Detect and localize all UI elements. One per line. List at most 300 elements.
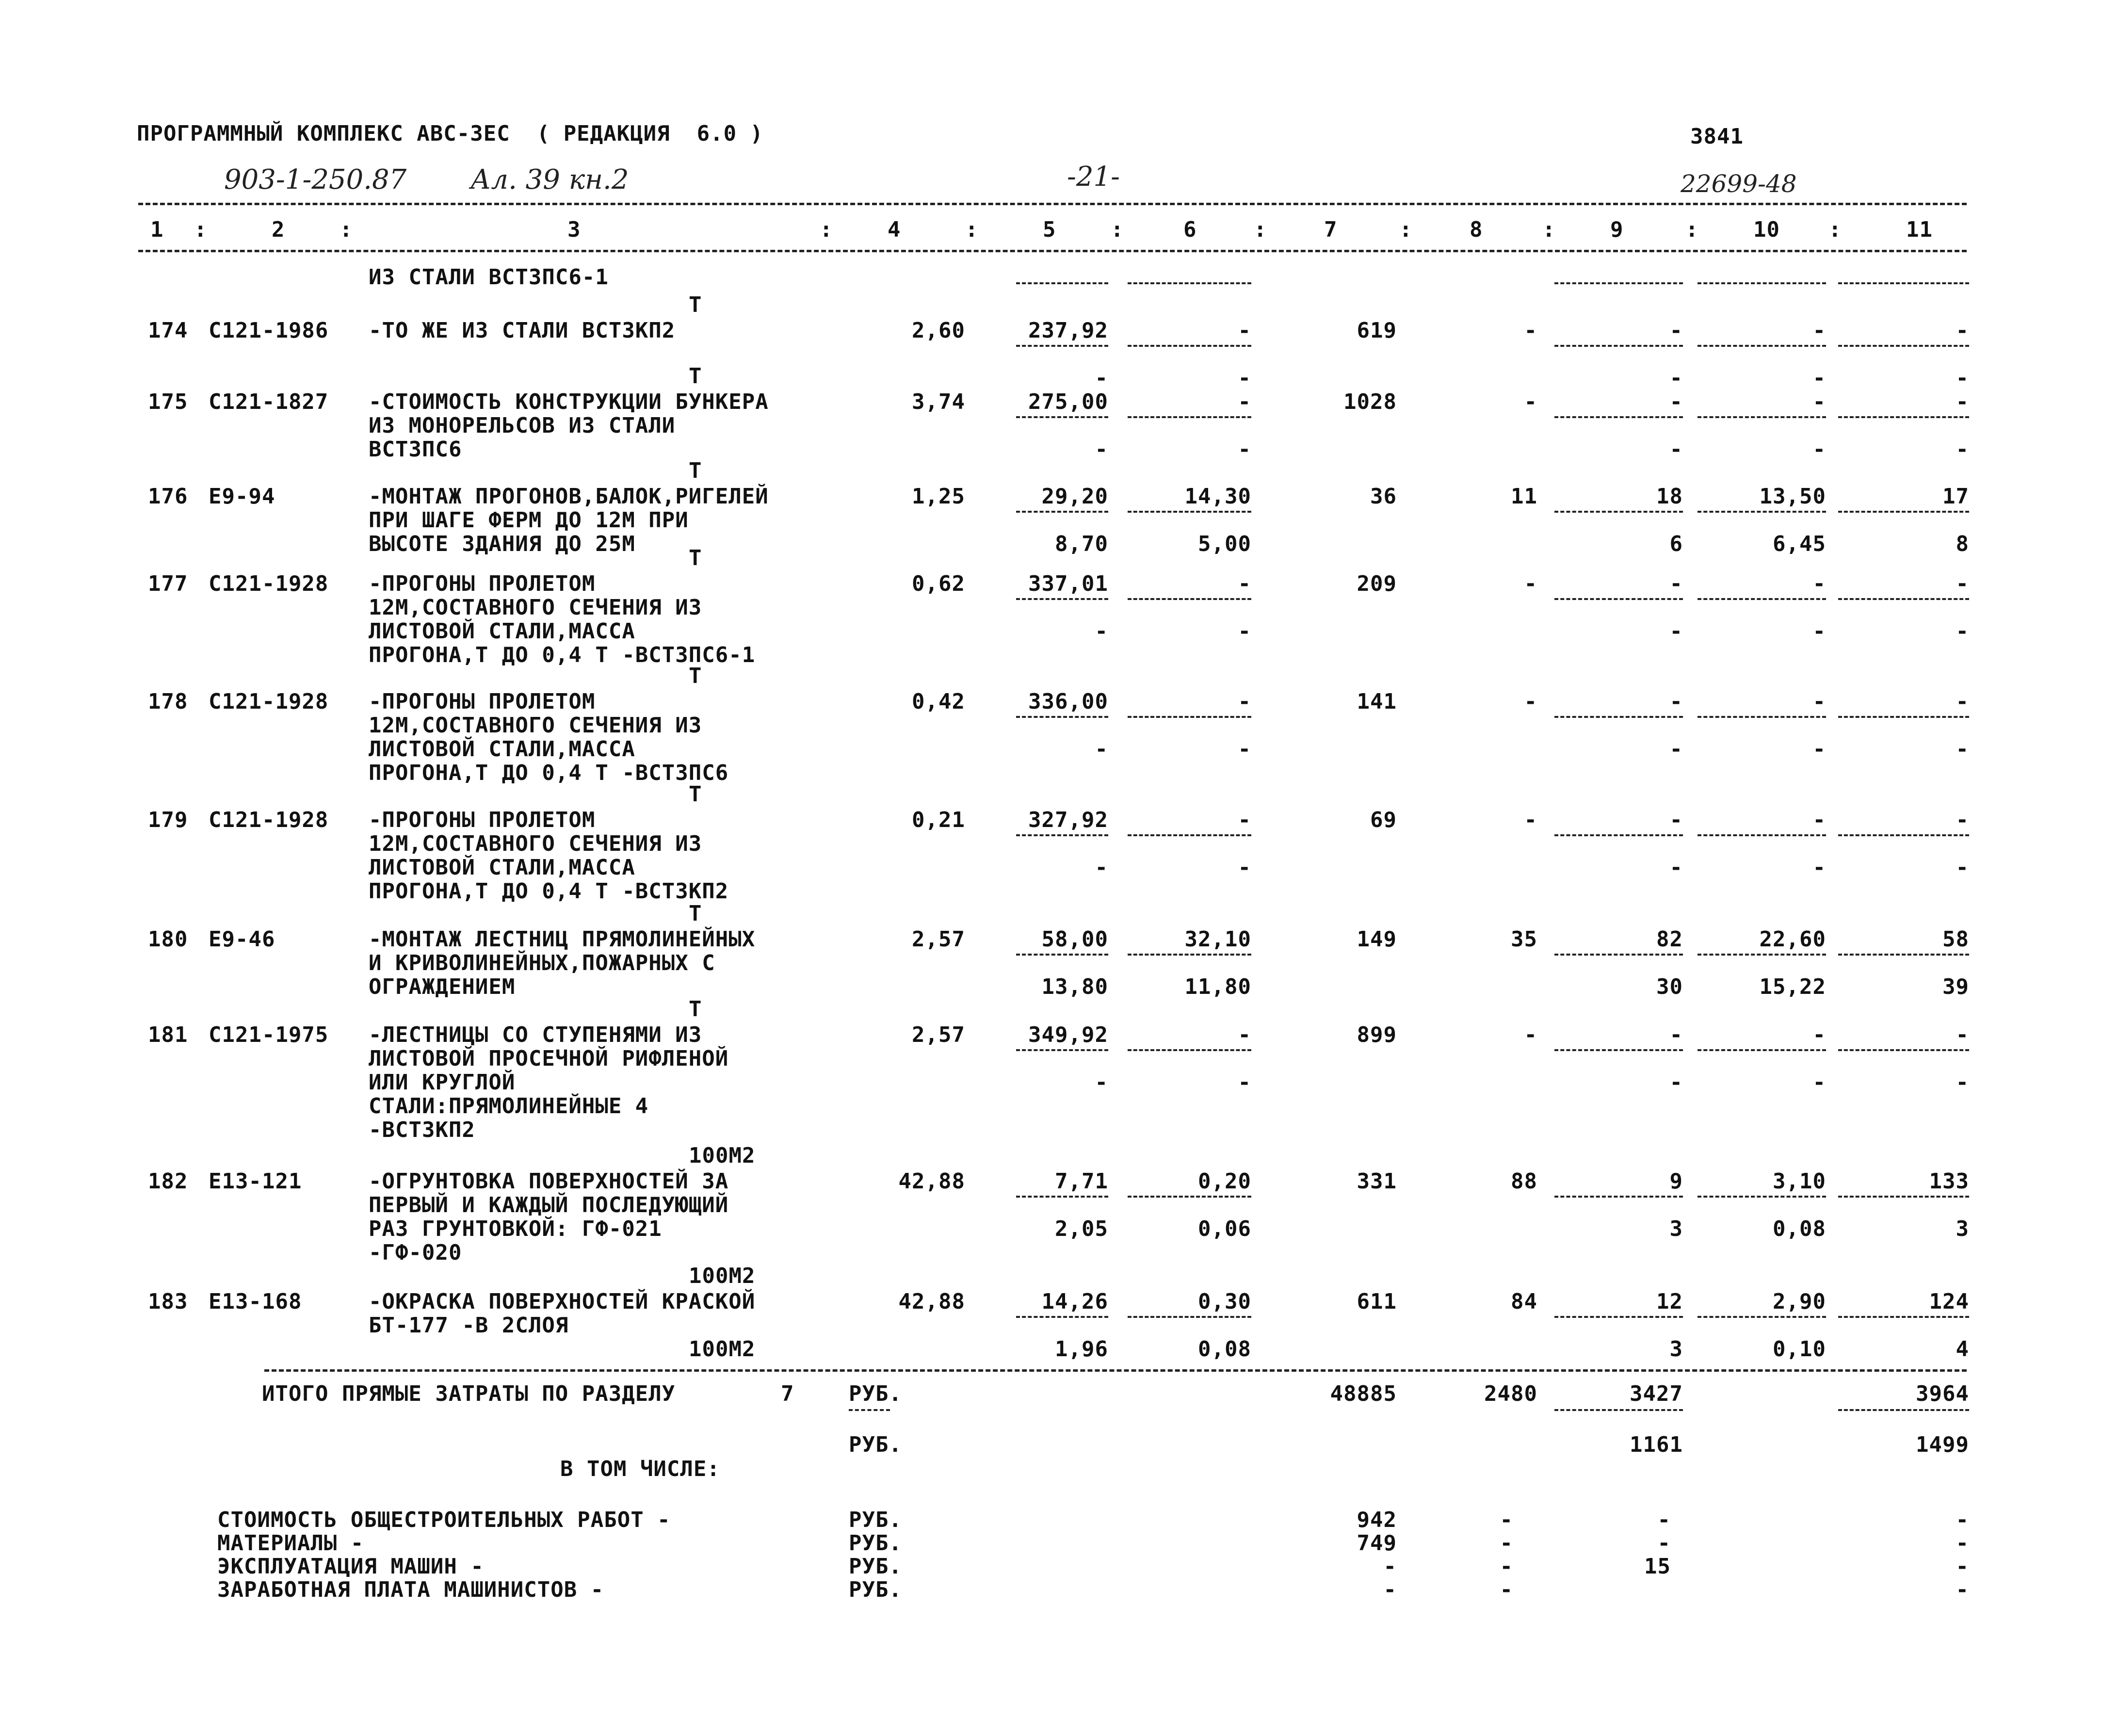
cell-separator bbox=[1128, 511, 1251, 513]
description-line: -ЛЕСТНИЦЫ СО СТУПЕНЯМИ ИЗ bbox=[369, 1022, 702, 1047]
value-c5b: - bbox=[1095, 1070, 1108, 1095]
unit-label: Т bbox=[689, 664, 702, 688]
description-line: ЛИСТОВОЙ СТАЛИ,МАССА bbox=[369, 619, 635, 644]
value-c5: 327,92 bbox=[1028, 808, 1108, 832]
row-number: 177 bbox=[148, 571, 188, 596]
cell-separator bbox=[1128, 282, 1251, 284]
cell-separator bbox=[1554, 511, 1683, 513]
value-c5: 336,00 bbox=[1028, 689, 1108, 714]
value-c10: 22,60 bbox=[1759, 927, 1826, 952]
value-c10: - bbox=[1812, 808, 1826, 832]
description-line: 12М,СОСТАВНОГО СЕЧЕНИЯ ИЗ bbox=[369, 595, 702, 620]
description-line: ИЗ СТАЛИ ВСТ3ПС6-1 bbox=[369, 265, 609, 290]
value-c5: 337,01 bbox=[1028, 571, 1108, 596]
column-divider: : bbox=[1685, 217, 1699, 242]
cell-separator bbox=[1554, 1316, 1683, 1318]
cell-separator bbox=[1698, 598, 1826, 600]
cell-separator bbox=[1016, 416, 1108, 418]
cell-separator bbox=[1128, 716, 1251, 718]
value-c6: - bbox=[1238, 808, 1251, 832]
value-c7: 1028 bbox=[1343, 389, 1397, 414]
value-c10b: 0,08 bbox=[1773, 1217, 1826, 1241]
value-c10b: - bbox=[1812, 437, 1826, 462]
cell-separator bbox=[1698, 511, 1826, 513]
cell-separator bbox=[1016, 511, 1108, 513]
value-c5: 58,00 bbox=[1041, 927, 1108, 952]
value-c11b: - bbox=[1956, 366, 1969, 390]
column-header-10: 10 bbox=[1753, 217, 1780, 242]
cell-separator bbox=[1128, 954, 1251, 956]
page-number: 3841 bbox=[1690, 124, 1744, 149]
value-c8: 84 bbox=[1511, 1289, 1537, 1314]
rate-code: С121-1986 bbox=[209, 318, 329, 343]
value-c6: 14,30 bbox=[1184, 484, 1251, 509]
description-line: ПРОГОНА,Т ДО 0,4 Т -ВСТ3КП2 bbox=[369, 879, 729, 904]
rate-code: С121-1827 bbox=[209, 389, 329, 414]
cell-separator bbox=[1016, 834, 1108, 836]
value-c10b: 15,22 bbox=[1759, 974, 1826, 999]
cell-separator bbox=[1554, 834, 1683, 836]
breakdown-label: МАТЕРИАЛЫ - bbox=[217, 1531, 364, 1556]
handwritten-page: -21- bbox=[1067, 161, 1120, 193]
total-c9: 3427 bbox=[1630, 1381, 1683, 1406]
value-c7: 899 bbox=[1357, 1022, 1397, 1047]
description-line: 12М,СОСТАВНОГО СЕЧЕНИЯ ИЗ bbox=[369, 831, 702, 856]
value-c6: - bbox=[1238, 389, 1251, 414]
total-c8: 2480 bbox=[1484, 1381, 1537, 1406]
value-c11b: - bbox=[1956, 619, 1969, 644]
description-line: ПРИ ШАГЕ ФЕРМ ДО 12М ПРИ bbox=[369, 508, 689, 533]
cell-separator bbox=[1016, 1316, 1108, 1318]
breakdown-c11: - bbox=[1956, 1554, 1969, 1579]
value-c5b: 13,80 bbox=[1041, 974, 1108, 999]
value-c10b: - bbox=[1812, 1070, 1826, 1095]
description-line: ИЗ МОНОРЕЛЬСОВ ИЗ СТАЛИ bbox=[369, 413, 676, 438]
total-c11: 3964 bbox=[1916, 1381, 1969, 1406]
column-header-2: 2 bbox=[272, 217, 285, 242]
breakdown-label: ЭКСПЛУАТАЦИЯ МАШИН - bbox=[217, 1554, 484, 1579]
cell-separator bbox=[1838, 1316, 1969, 1318]
description-line: БТ-177 -В 2СЛОЯ bbox=[369, 1313, 569, 1338]
value-c11: - bbox=[1956, 571, 1969, 596]
unit-label: 100М2 bbox=[689, 1143, 756, 1168]
value-c9: 12 bbox=[1656, 1289, 1683, 1314]
value-c5b: 1,96 bbox=[1055, 1337, 1108, 1362]
value-c6b: - bbox=[1238, 366, 1251, 390]
column-header-8: 8 bbox=[1470, 217, 1483, 242]
value-c6b: - bbox=[1238, 1070, 1251, 1095]
value-c9b: - bbox=[1669, 366, 1683, 390]
value-c5b: 8,70 bbox=[1055, 532, 1108, 556]
breakdown-c9: 15 bbox=[1644, 1554, 1671, 1579]
header-rule-top bbox=[138, 203, 1967, 205]
value-c5: 29,20 bbox=[1041, 484, 1108, 509]
value-c11: - bbox=[1956, 808, 1969, 832]
cell-separator bbox=[1554, 345, 1683, 347]
total-unit-2: РУБ. bbox=[849, 1432, 902, 1457]
description-line: ИЛИ КРУГЛОЙ bbox=[369, 1070, 516, 1095]
value-c11b: - bbox=[1956, 737, 1969, 762]
value-c10b: - bbox=[1812, 366, 1826, 390]
breakdown-unit: РУБ. bbox=[849, 1508, 902, 1532]
breakdown-label: СТОИМОСТЬ ОБЩЕСТРОИТЕЛЬНЫХ РАБОТ - bbox=[217, 1508, 671, 1532]
value-c5b: - bbox=[1095, 619, 1108, 644]
value-c9: - bbox=[1669, 389, 1683, 414]
value-c5b: - bbox=[1095, 737, 1108, 762]
value-c7: 619 bbox=[1357, 318, 1397, 343]
cell-separator bbox=[1838, 416, 1969, 418]
row-number: 178 bbox=[148, 689, 188, 714]
description-line: -МОНТАЖ ПРОГОНОВ,БАЛОК,РИГЕЛЕЙ bbox=[369, 484, 769, 509]
cell-separator bbox=[1838, 716, 1969, 718]
value-c8: 11 bbox=[1511, 484, 1537, 509]
description-line: ЛИСТОВОЙ ПРОСЕЧНОЙ РИФЛЕНОЙ bbox=[369, 1046, 729, 1071]
rate-code: Е9-94 bbox=[209, 484, 275, 509]
cell-separator bbox=[1554, 282, 1683, 284]
rate-code: Е13-121 bbox=[209, 1169, 302, 1194]
cell-separator bbox=[1128, 1316, 1251, 1318]
cell-separator bbox=[1016, 954, 1108, 956]
description-line: -ТО ЖЕ ИЗ СТАЛИ ВСТ3КП2 bbox=[369, 318, 676, 343]
value-c4: 0,21 bbox=[912, 808, 965, 832]
description-line: -ОГРУНТОВКА ПОВЕРХНОСТЕЙ ЗА bbox=[369, 1169, 729, 1194]
description-line: -МОНТАЖ ЛЕСТНИЦ ПРЯМОЛИНЕЙНЫХ bbox=[369, 927, 756, 952]
total-section: 7 bbox=[781, 1381, 794, 1406]
value-c10: - bbox=[1812, 689, 1826, 714]
cell-separator bbox=[1698, 834, 1826, 836]
cell-separator bbox=[1128, 598, 1251, 600]
unit-label: Т bbox=[689, 782, 702, 807]
cell-separator bbox=[1838, 1409, 1969, 1411]
breakdown-label: ЗАРАБОТНАЯ ПЛАТА МАШИНИСТОВ - bbox=[217, 1577, 604, 1602]
total-unit: РУБ. bbox=[849, 1381, 902, 1406]
value-c9b: - bbox=[1669, 855, 1683, 880]
row-number: 174 bbox=[148, 318, 188, 343]
cell-separator bbox=[1016, 598, 1108, 600]
description-line: ВЫСОТЕ ЗДАНИЯ ДО 25М bbox=[369, 532, 635, 556]
row-number: 181 bbox=[148, 1022, 188, 1047]
value-c5b: - bbox=[1095, 437, 1108, 462]
value-c9b: 6 bbox=[1669, 532, 1683, 556]
breakdown-c8: - bbox=[1500, 1508, 1513, 1532]
value-c10b: 0,10 bbox=[1773, 1337, 1826, 1362]
breakdown-c8: - bbox=[1500, 1554, 1513, 1579]
description-line: -ПРОГОНЫ ПРОЛЕТОМ bbox=[369, 808, 596, 832]
total-label: ИТОГО ПРЯМЫЕ ЗАТРАТЫ ПО РАЗДЕЛУ bbox=[262, 1381, 676, 1406]
value-c7: 69 bbox=[1370, 808, 1397, 832]
breakdown-unit: РУБ. bbox=[849, 1554, 902, 1579]
cell-separator bbox=[1838, 1196, 1969, 1198]
breakdown-c7: - bbox=[1383, 1554, 1397, 1579]
cell-separator bbox=[1554, 598, 1683, 600]
cell-separator bbox=[1698, 954, 1826, 956]
value-c5b: - bbox=[1095, 855, 1108, 880]
value-c8: - bbox=[1524, 571, 1537, 596]
including-label: В ТОМ ЧИСЛЕ: bbox=[560, 1457, 720, 1481]
cell-separator bbox=[1838, 598, 1969, 600]
cell-separator bbox=[1554, 1049, 1683, 1051]
breakdown-c8: - bbox=[1500, 1577, 1513, 1602]
column-divider: : bbox=[340, 217, 353, 242]
column-divider: : bbox=[1254, 217, 1267, 242]
value-c6b: - bbox=[1238, 855, 1251, 880]
cell-separator bbox=[1128, 1196, 1251, 1198]
column-header-5: 5 bbox=[1043, 217, 1056, 242]
column-divider: : bbox=[965, 217, 979, 242]
value-c11: - bbox=[1956, 1022, 1969, 1047]
value-c6b: - bbox=[1238, 619, 1251, 644]
cell-separator bbox=[1554, 716, 1683, 718]
value-c9b: - bbox=[1669, 737, 1683, 762]
cell-separator bbox=[1016, 716, 1108, 718]
value-c11: 133 bbox=[1929, 1169, 1969, 1194]
total-c11b: 1499 bbox=[1916, 1432, 1969, 1457]
unit-label: 100М2 bbox=[689, 1337, 756, 1362]
value-c5: 7,71 bbox=[1055, 1169, 1108, 1194]
description-line: -ВСТ3КП2 bbox=[369, 1118, 475, 1142]
row-number: 176 bbox=[148, 484, 188, 509]
value-c8: - bbox=[1524, 389, 1537, 414]
value-c7: 36 bbox=[1370, 484, 1397, 509]
value-c7: 149 bbox=[1357, 927, 1397, 952]
value-c6: - bbox=[1238, 689, 1251, 714]
breakdown-c11: - bbox=[1956, 1531, 1969, 1556]
description-line: ВСТ3ПС6 bbox=[369, 437, 462, 462]
cell-separator bbox=[1554, 416, 1683, 418]
header-rule-bottom bbox=[138, 250, 1967, 252]
description-line: ПЕРВЫЙ И КАЖДЫЙ ПОСЛЕДУЮЩИЙ bbox=[369, 1193, 729, 1217]
handwritten-reference: 22699-48 bbox=[1681, 170, 1797, 198]
value-c5: 275,00 bbox=[1028, 389, 1108, 414]
description-line: 12М,СОСТАВНОГО СЕЧЕНИЯ ИЗ bbox=[369, 713, 702, 738]
value-c6b: 0,08 bbox=[1198, 1337, 1251, 1362]
unit-label: Т bbox=[689, 546, 702, 570]
value-c4: 42,88 bbox=[898, 1289, 965, 1314]
breakdown-unit: РУБ. bbox=[849, 1531, 902, 1556]
description-line: СТАЛИ:ПРЯМОЛИНЕЙНЫЕ 4 bbox=[369, 1094, 649, 1119]
value-c8: - bbox=[1524, 318, 1537, 343]
description-line: ЛИСТОВОЙ СТАЛИ,МАССА bbox=[369, 737, 635, 762]
value-c6: - bbox=[1238, 1022, 1251, 1047]
value-c9: - bbox=[1669, 571, 1683, 596]
column-divider: : bbox=[194, 217, 208, 242]
value-c11b: - bbox=[1956, 1070, 1969, 1095]
value-c10b: 6,45 bbox=[1773, 532, 1826, 556]
cell-separator bbox=[1698, 345, 1826, 347]
description-line: И КРИВОЛИНЕЙНЫХ,ПОЖАРНЫХ С bbox=[369, 951, 715, 975]
column-divider: : bbox=[1399, 217, 1413, 242]
row-number: 183 bbox=[148, 1289, 188, 1314]
description-line: РАЗ ГРУНТОВКОЙ: ГФ-021 bbox=[369, 1217, 662, 1241]
value-c7: 209 bbox=[1357, 571, 1397, 596]
column-divider: : bbox=[1828, 217, 1842, 242]
cell-separator bbox=[1128, 1049, 1251, 1051]
cell-separator bbox=[1838, 954, 1969, 956]
value-c4: 2,60 bbox=[912, 318, 965, 343]
total-c9b: 1161 bbox=[1630, 1432, 1683, 1457]
description-line: -ПРОГОНЫ ПРОЛЕТОМ bbox=[369, 571, 596, 596]
cell-separator bbox=[1554, 954, 1683, 956]
rate-code: С121-1928 bbox=[209, 571, 329, 596]
breakdown-c11: - bbox=[1956, 1577, 1969, 1602]
value-c6b: - bbox=[1238, 437, 1251, 462]
cell-separator bbox=[1698, 1316, 1826, 1318]
value-c9: - bbox=[1669, 1022, 1683, 1047]
description-line: ЛИСТОВОЙ СТАЛИ,МАССА bbox=[369, 855, 635, 880]
value-c10: 2,90 bbox=[1773, 1289, 1826, 1314]
value-c6: - bbox=[1238, 318, 1251, 343]
value-c10b: - bbox=[1812, 737, 1826, 762]
cell-separator bbox=[1016, 1049, 1108, 1051]
value-c8: 35 bbox=[1511, 927, 1537, 952]
value-c4: 1,25 bbox=[912, 484, 965, 509]
value-c9: - bbox=[1669, 689, 1683, 714]
value-c11b: 4 bbox=[1956, 1337, 1969, 1362]
rate-code: Е9-46 bbox=[209, 927, 275, 952]
cell-separator bbox=[849, 1409, 890, 1411]
value-c9: - bbox=[1669, 808, 1683, 832]
rate-code: Е13-168 bbox=[209, 1289, 302, 1314]
column-header-4: 4 bbox=[888, 217, 901, 242]
value-c11: - bbox=[1956, 318, 1969, 343]
value-c10: - bbox=[1812, 389, 1826, 414]
value-c8: - bbox=[1524, 689, 1537, 714]
value-c4: 42,88 bbox=[898, 1169, 965, 1194]
column-divider: : bbox=[820, 217, 833, 242]
unit-label: 100М2 bbox=[689, 1264, 756, 1288]
value-c10b: - bbox=[1812, 619, 1826, 644]
description-line: -СТОИМОСТЬ КОНСТРУКЦИИ БУНКЕРА bbox=[369, 389, 769, 414]
value-c11: 124 bbox=[1929, 1289, 1969, 1314]
value-c6: 0,20 bbox=[1198, 1169, 1251, 1194]
unit-label: Т bbox=[689, 997, 702, 1022]
cell-separator bbox=[1698, 1196, 1826, 1198]
column-header-1: 1 bbox=[150, 217, 164, 242]
cell-separator bbox=[1128, 345, 1251, 347]
total-rule bbox=[264, 1369, 1967, 1372]
value-c4: 0,62 bbox=[912, 571, 965, 596]
value-c10: 3,10 bbox=[1773, 1169, 1826, 1194]
description-line: ОГРАЖДЕНИЕМ bbox=[369, 974, 516, 999]
cell-separator bbox=[1698, 716, 1826, 718]
description-line: -ПРОГОНЫ ПРОЛЕТОМ bbox=[369, 689, 596, 714]
cell-separator bbox=[1016, 1196, 1108, 1198]
value-c5b: 2,05 bbox=[1055, 1217, 1108, 1241]
breakdown-c7: - bbox=[1383, 1577, 1397, 1602]
value-c4: 0,42 bbox=[912, 689, 965, 714]
value-c6: - bbox=[1238, 571, 1251, 596]
column-divider: : bbox=[1542, 217, 1556, 242]
value-c9: - bbox=[1669, 318, 1683, 343]
cell-separator bbox=[1838, 282, 1969, 284]
value-c9b: 3 bbox=[1669, 1217, 1683, 1241]
description-line: ПРОГОНА,Т ДО 0,4 Т -ВСТ3ПС6 bbox=[369, 761, 729, 785]
value-c6: 32,10 bbox=[1184, 927, 1251, 952]
column-header-3: 3 bbox=[567, 217, 581, 242]
value-c11b: 8 bbox=[1956, 532, 1969, 556]
value-c5: 349,92 bbox=[1028, 1022, 1108, 1047]
handwritten-project-code: 903-1-250.87 bbox=[224, 164, 407, 195]
value-c11b: 3 bbox=[1956, 1217, 1969, 1241]
cell-separator bbox=[1128, 834, 1251, 836]
description-line: -ГФ-020 bbox=[369, 1240, 462, 1265]
value-c11: - bbox=[1956, 689, 1969, 714]
value-c5: 14,26 bbox=[1041, 1289, 1108, 1314]
value-c9b: - bbox=[1669, 1070, 1683, 1095]
unit-label: Т bbox=[689, 901, 702, 926]
breakdown-c11: - bbox=[1956, 1508, 1969, 1532]
value-c10: - bbox=[1812, 571, 1826, 596]
cell-separator bbox=[1698, 282, 1826, 284]
value-c6b: 5,00 bbox=[1198, 532, 1251, 556]
unit-label: Т bbox=[689, 292, 702, 317]
row-number: 179 bbox=[148, 808, 188, 832]
row-number: 180 bbox=[148, 927, 188, 952]
value-c10b: - bbox=[1812, 855, 1826, 880]
rate-code: С121-1928 bbox=[209, 808, 329, 832]
rate-code: С121-1928 bbox=[209, 689, 329, 714]
column-divider: : bbox=[1111, 217, 1124, 242]
cell-separator bbox=[1016, 282, 1108, 284]
value-c11: 58 bbox=[1942, 927, 1969, 952]
value-c7: 611 bbox=[1357, 1289, 1397, 1314]
rate-code: С121-1975 bbox=[209, 1022, 329, 1047]
cell-separator bbox=[1016, 345, 1108, 347]
value-c5b: - bbox=[1095, 366, 1108, 390]
breakdown-c8: - bbox=[1500, 1531, 1513, 1556]
value-c4: 2,57 bbox=[912, 927, 965, 952]
cell-separator bbox=[1698, 416, 1826, 418]
cell-separator bbox=[1128, 416, 1251, 418]
breakdown-c9: - bbox=[1657, 1508, 1671, 1532]
value-c9b: 3 bbox=[1669, 1337, 1683, 1362]
value-c9b: 30 bbox=[1656, 974, 1683, 999]
program-title: ПРОГРАММНЫЙ КОМПЛЕКС АВС-3ЕС ( РЕДАКЦИЯ 6.0 ) bbox=[137, 121, 764, 146]
column-header-11: 11 bbox=[1906, 217, 1933, 242]
value-c10: - bbox=[1812, 1022, 1826, 1047]
cell-separator bbox=[1838, 834, 1969, 836]
value-c9: 82 bbox=[1656, 927, 1683, 952]
value-c10: 13,50 bbox=[1759, 484, 1826, 509]
breakdown-unit: РУБ. bbox=[849, 1577, 902, 1602]
unit-label: Т bbox=[689, 364, 702, 389]
total-c7: 48885 bbox=[1330, 1381, 1397, 1406]
row-number: 182 bbox=[148, 1169, 188, 1194]
breakdown-c7: 749 bbox=[1357, 1531, 1397, 1556]
value-c6b: 0,06 bbox=[1198, 1217, 1251, 1241]
value-c11b: - bbox=[1956, 855, 1969, 880]
value-c11: - bbox=[1956, 389, 1969, 414]
cell-separator bbox=[1838, 511, 1969, 513]
unit-label: Т bbox=[689, 458, 702, 483]
cell-separator bbox=[1698, 1049, 1826, 1051]
row-number: 175 bbox=[148, 389, 188, 414]
description-line: ПРОГОНА,Т ДО 0,4 Т -ВСТ3ПС6-1 bbox=[369, 643, 756, 667]
cell-separator bbox=[1838, 345, 1969, 347]
value-c10: - bbox=[1812, 318, 1826, 343]
column-header-6: 6 bbox=[1183, 217, 1197, 242]
value-c11b: - bbox=[1956, 437, 1969, 462]
value-c8: 88 bbox=[1511, 1169, 1537, 1194]
value-c4: 3,74 bbox=[912, 389, 965, 414]
value-c9: 18 bbox=[1656, 484, 1683, 509]
value-c11b: 39 bbox=[1942, 974, 1969, 999]
column-header-9: 9 bbox=[1610, 217, 1624, 242]
value-c6b: - bbox=[1238, 737, 1251, 762]
value-c9: 9 bbox=[1669, 1169, 1683, 1194]
value-c6b: 11,80 bbox=[1184, 974, 1251, 999]
value-c6: 0,30 bbox=[1198, 1289, 1251, 1314]
